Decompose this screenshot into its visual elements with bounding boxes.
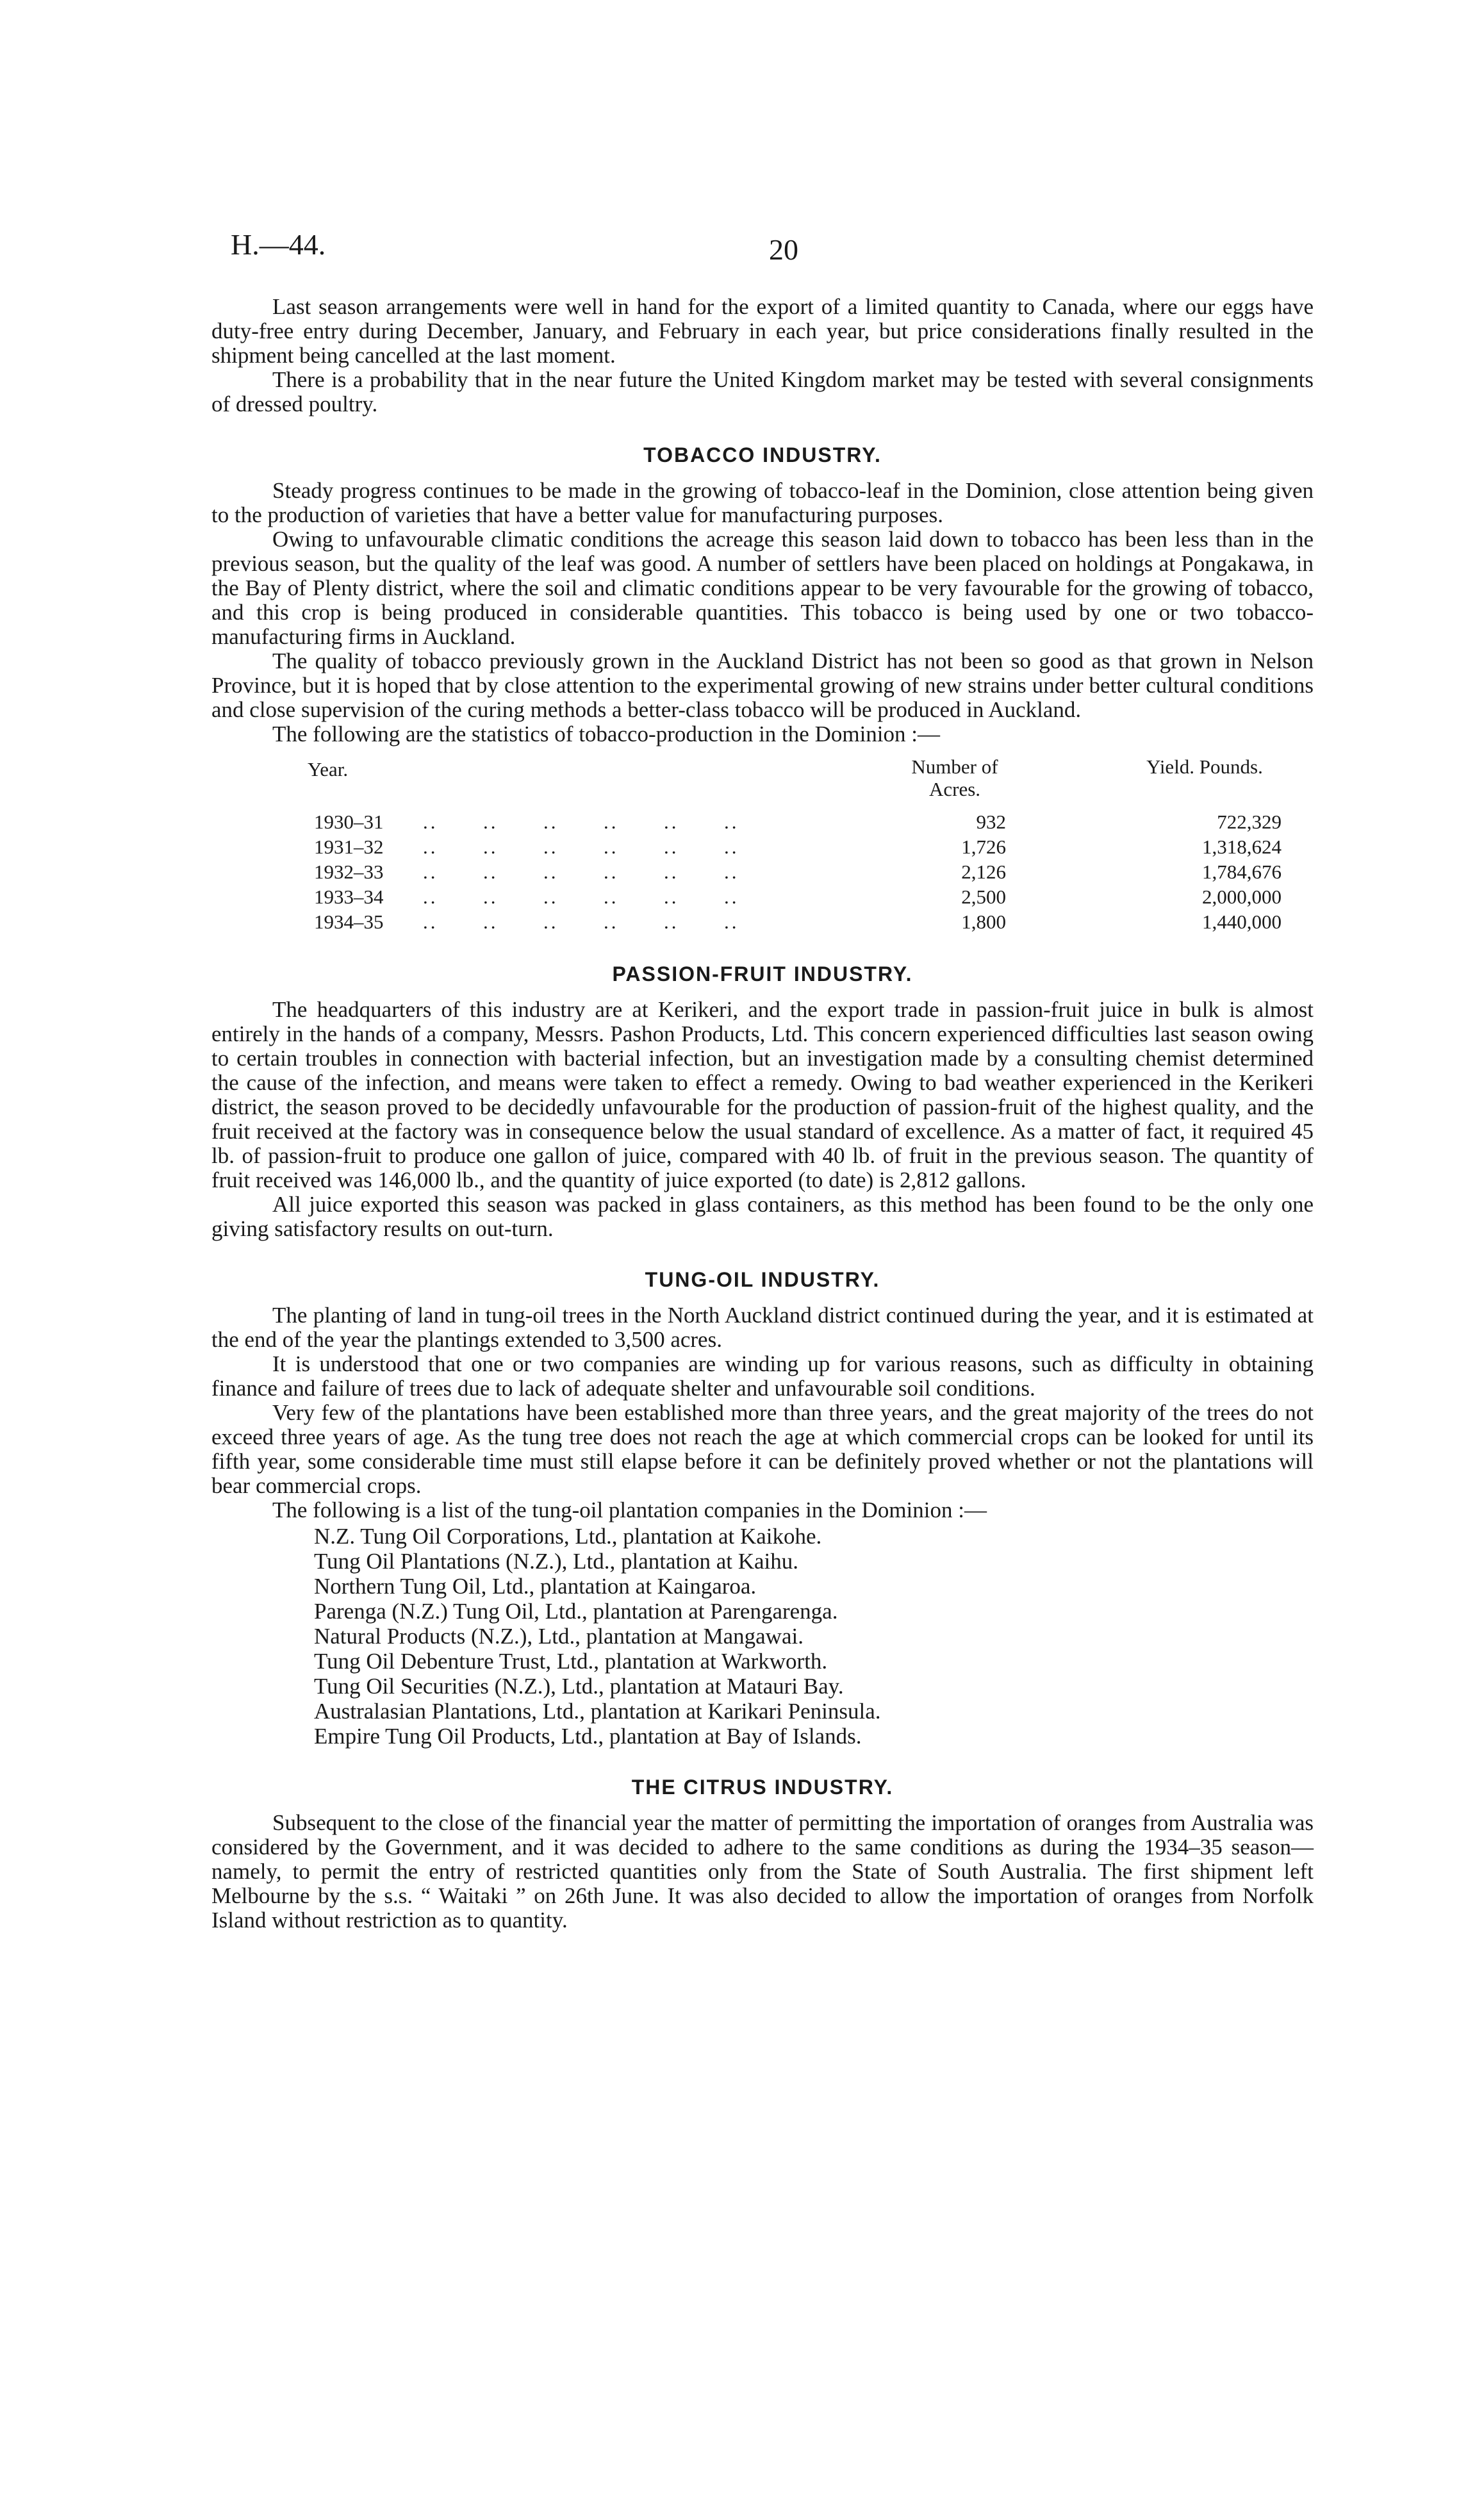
page-number: 20 [769,233,798,266]
section-heading: TUNG-OIL INDUSTRY. [645,1268,880,1291]
leader-dots: .. .. .. .. .. .. [423,861,739,883]
acres-cell: 2,126 [961,861,1006,883]
acres-cell: 2,500 [961,886,1006,908]
paragraph: The following are the statistics of tobacco-production in the Dominion :— [272,722,940,746]
year-cell: 1934–35 [314,911,384,933]
year-cell: 1931–32 [314,836,384,858]
paragraph: Very few of the plantations have been established more than three years, and the great majority of the trees do not exceed three years of age. As the tung tree does not reach the age at which commercial crops can be looked for until its fifth year, some considerable time must still elapse before it can be definitely proved whether or not the plantations will bear commercial crops. [211,1400,1314,1498]
paragraph: There is a probability that in the near future the United Kingdom market may be tested with several consignments of dressed poultry. [211,367,1314,416]
section-heading: THE CITRUS INDUSTRY. [631,1776,894,1799]
section-heading: TOBACCO INDUSTRY. [643,443,882,466]
list-item: Tung Oil Debenture Trust, Ltd., plantation at Warkworth. [314,1649,828,1674]
tobacco-section [211,443,1314,936]
paragraph: The quality of tobacco previously grown in the Auckland District has not been so good as that grown in Nelson Province, but it is hoped that by close attention to the experimental growing of new strains under better cultural conditions and close supervision of the curing methods a better-class tobacco will be produced in Auckland. [211,648,1314,722]
table-row [211,836,1314,861]
yield-cell: 2,000,000 [1202,886,1282,908]
leader-dots: .. .. .. .. .. .. [423,811,739,833]
paragraph: Last season arrangements were well in hand for the export of a limited quantity to Canada, where our eggs have duty-free entry during December, January, and February in each year, but price considerations finally resulted in the shipment being cancelled at the last moment. [211,294,1314,368]
document-reference: H.—44. [231,228,326,261]
paragraph: Steady progress continues to be made in the growing of tobacco-leaf in the Dominion, close attention being given to the production of varieties that have a better value for manufacturing purposes. [211,478,1314,527]
tung-oil-section [211,1268,1314,1749]
yield-cell: 1,440,000 [1202,911,1282,933]
year-cell: 1932–33 [314,861,384,883]
paragraph: Owing to unfavourable climatic conditions the acreage this season laid down to tobacco has been less than in the previous season, but the quality of the leaf was good. A number of settlers have been placed on holdings at Pongakawa, in the Bay of Plenty district, where the soil and climatic conditions appear to be very favourable for the growing of tobacco, and this crop is being produced in considerable quantities. This tobacco is being used by one or two tobacco-manufacturing firms in Auckland. [211,527,1314,649]
yield-column-header: Yield. Pounds. [1146,755,1263,778]
yield-cell: 1,784,676 [1202,861,1282,883]
page-body [211,295,1314,1933]
paragraph: All juice exported this season was packed in glass containers, as this method has been found to be the only one giving satisfactory results on out-turn. [211,1192,1314,1241]
table-row [211,911,1314,936]
paragraph: The following is a list of the tung-oil plantation companies in the Dominion :— [272,1497,987,1522]
acres-column-header: Number of Acres. [911,755,998,800]
year-cell: 1933–34 [314,886,384,908]
list-item: Australasian Plantations, Ltd., plantation at Karikari Peninsula. [314,1699,881,1724]
leader-dots: .. .. .. .. .. .. [423,886,739,908]
year-cell: 1930–31 [314,811,384,833]
citrus-section [211,1776,1314,1933]
eggs-section [211,295,1314,416]
page-header [231,227,1320,272]
acres-cell: 1,726 [961,836,1006,858]
paragraph: The headquarters of this industry are at Kerikeri, and the export trade in passion-fruit juice in bulk is almost entirely in the hands of a company, Messrs. Pashon Products, Ltd. This concern experienced difficulties last season owing to certain troubles in connection with bacterial infection, but an investigation made by a consulting chemist determined the cause of the infection, and means were taken to effect a remedy. Owing to bad weather experienced in the Kerikeri district, the season proved to be decidedly unfavourable for the production of passion-fruit of the highest quality, and the fruit received at the factory was in consequence below the usual standard of excellence. As a matter of fact, it required 45 lb. of passion-fruit to produce one gallon of juice, compared with 40 lb. of fruit in the previous season. The quantity of fruit received was 146,000 lb., and the quantity of juice exported (to date) is 2,812 gallons. [211,997,1314,1192]
passion-fruit-section [211,962,1314,1241]
paragraph: Subsequent to the close of the financial year the matter of permitting the importation of oranges from Australia was considered by the Government, and it was decided to adhere to the same conditions as during the 1934–35 season—namely, to permit the entry of restricted quantities only from the State of South Australia. The first shipment left Melbourne by the s.s. “ Waitaki ” on 26th June. It was also decided to allow the importation of oranges from Norfolk Island without restriction as to quantity. [211,1810,1314,1933]
acres-cell: 932 [976,811,1006,833]
table-header [211,755,1314,811]
leader-dots: .. .. .. .. .. .. [423,836,739,858]
leader-dots: .. .. .. .. .. .. [423,911,739,933]
tobacco-statistics-table [211,755,1314,936]
list-item: Natural Products (N.Z.), Ltd., plantation at Mangawai. [314,1624,804,1649]
yield-cell: 1,318,624 [1202,836,1282,858]
list-item: Parenga (N.Z.) Tung Oil, Ltd., plantation at Parengarenga. [314,1599,838,1624]
list-item: Tung Oil Securities (N.Z.), Ltd., plantation at Matauri Bay. [314,1674,844,1699]
year-column-header: Year. [308,758,349,780]
paragraph: The planting of land in tung-oil trees in the North Auckland district continued during the year, and it is estimated at the end of the year the plantings extended to 3,500 acres. [211,1303,1314,1352]
yield-cell: 722,329 [1217,811,1282,833]
table-row [211,861,1314,886]
section-heading: PASSION-FRUIT INDUSTRY. [612,962,913,986]
list-item: Tung Oil Plantations (N.Z.), Ltd., plantation at Kaihu. [314,1549,799,1574]
table-row [211,886,1314,911]
list-item: N.Z. Tung Oil Corporations, Ltd., plantation at Kaikohe. [314,1524,822,1549]
list-item: Northern Tung Oil, Ltd., plantation at Kaingaroa. [314,1574,757,1599]
company-list [314,1524,1314,1749]
paragraph: It is understood that one or two companies are winding up for various reasons, such as difficulty in obtaining finance and failure of trees due to lack of adequate shelter and unfavourable soil conditions. [211,1351,1314,1401]
acres-cell: 1,800 [961,911,1006,933]
table-row [211,811,1314,836]
list-item: Empire Tung Oil Products, Ltd., plantation at Bay of Islands. [314,1724,862,1749]
